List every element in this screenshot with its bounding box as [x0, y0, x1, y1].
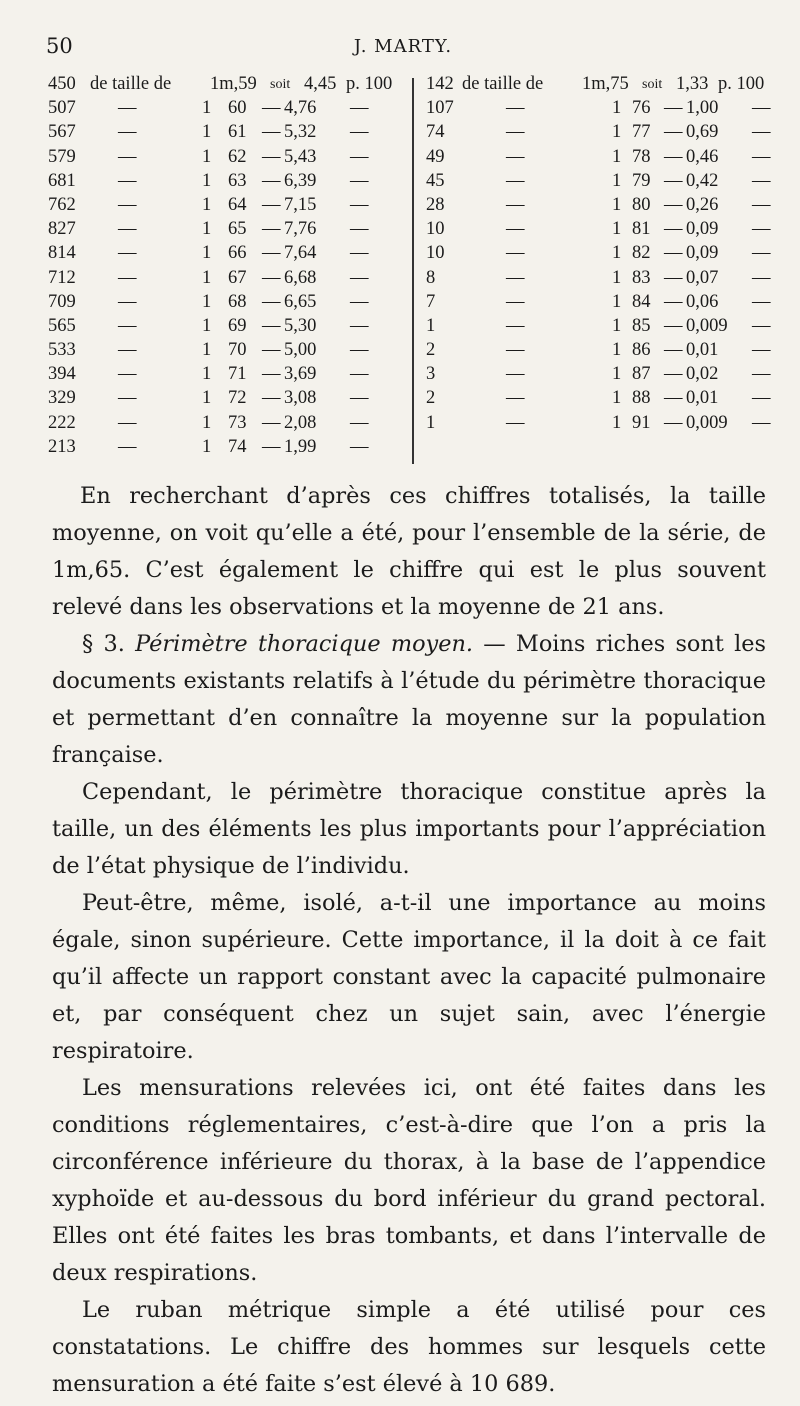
row-count: 7 — [426, 291, 436, 312]
row-percent: 1,99 — [284, 436, 317, 457]
row-count: 1 — [426, 315, 436, 336]
row-centimeters: 72 — [228, 388, 247, 409]
dash: — — [664, 364, 683, 385]
dash: — — [118, 340, 137, 361]
row-meters: 1 — [202, 364, 212, 385]
row-meters: 1 — [202, 146, 212, 167]
dash: — — [664, 243, 683, 264]
row-percent: 6,65 — [284, 291, 317, 312]
row-meters: 1 — [612, 122, 622, 143]
page-number: 50 — [46, 34, 73, 58]
row-count: 10 — [426, 219, 445, 240]
row-percent: 5,43 — [284, 146, 317, 167]
dash: — — [752, 364, 771, 385]
dash: — — [118, 388, 137, 409]
table-row — [48, 413, 410, 437]
row-percent: 5,00 — [284, 340, 317, 361]
row-percent: 7,64 — [284, 243, 317, 264]
row-centimeters: 83 — [632, 267, 651, 288]
row-percent: 0,09 — [686, 219, 719, 240]
dash: — — [752, 122, 771, 143]
column-divider — [412, 78, 414, 464]
table-row — [426, 291, 771, 316]
table-row — [48, 195, 410, 219]
dash: — — [118, 412, 137, 433]
dash: — — [506, 388, 525, 409]
row-meters: 1 — [612, 412, 622, 433]
row-count: 10 — [426, 243, 445, 264]
dash: — — [752, 243, 771, 264]
dash: — — [506, 122, 525, 143]
row-centimeters: 79 — [632, 170, 651, 191]
paragraph: En recherchant d’après ces chiffres totalisés, la taille moyenne, on voit qu’elle a été, pour l’ensemble de la série, de 1m,65. C’est également le chiffre qui est le plus souvent relevé dans les observations et la moyenne de 21 ans. — [52, 483, 766, 620]
header-label: de taille de — [462, 74, 544, 94]
row-meters: 1 — [612, 364, 622, 385]
row-percent: 5,32 — [284, 122, 317, 143]
table-row — [48, 316, 410, 340]
row-centimeters: 80 — [632, 194, 651, 215]
row-percent: 0,07 — [686, 267, 719, 288]
dash: — — [350, 315, 369, 336]
dash: — — [118, 436, 137, 457]
dash: — — [262, 219, 281, 240]
row-centimeters: 87 — [632, 364, 651, 385]
table-row — [48, 171, 410, 195]
row-percent: 0,06 — [686, 291, 719, 312]
row-percent: 0,01 — [686, 388, 719, 409]
dash: — — [664, 267, 683, 288]
row-percent: 0,26 — [686, 194, 719, 215]
paragraph: Les mensurations relevées ici, ont été faites dans les conditions réglementaires, c’est-à-dire que l’on a pris la circonférence inférieure du thorax, à la base de l’appendice xyphoïde et au-dessous du bord inférieur du grand pectoral. Elles ont été faites les bras tombants, et dans l’intervalle de deux respirations. — [52, 1075, 766, 1286]
row-percent: 0,42 — [686, 170, 719, 191]
table-row — [426, 388, 771, 412]
table-header-row — [426, 74, 768, 98]
row-percent: 0,009 — [686, 412, 728, 433]
table-row — [426, 122, 771, 146]
dash: — — [752, 194, 771, 215]
row-meters: 1 — [202, 315, 212, 336]
body-text — [52, 478, 766, 1403]
row-meters: 1 — [612, 194, 622, 215]
dash: — — [350, 170, 369, 191]
row-centimeters: 81 — [632, 219, 651, 240]
row-percent: 3,69 — [284, 364, 317, 385]
table-left-column — [48, 74, 410, 461]
table-row — [48, 292, 410, 316]
dash: — — [664, 146, 683, 167]
row-count: 565 — [48, 315, 76, 336]
dash: — — [262, 170, 281, 191]
dash: — — [262, 267, 281, 288]
row-meters: 1 — [202, 122, 212, 143]
table-row — [426, 340, 771, 364]
table-row — [426, 219, 771, 243]
row-centimeters: 88 — [632, 388, 651, 409]
dash: — — [506, 243, 525, 264]
header-soit: soit — [642, 77, 663, 92]
row-centimeters: 70 — [228, 340, 247, 361]
dash: — — [752, 267, 771, 288]
row-count: 394 — [48, 364, 76, 385]
row-percent: 4,76 — [284, 98, 317, 119]
row-meters: 1 — [202, 340, 212, 361]
section-text: — Moins riches sont les documents existants relatifs à l’étude du périmètre thoracique et permettant d’en connaître la moyenne sur la population française. — [52, 631, 766, 768]
table-row — [48, 268, 410, 292]
row-count: 507 — [48, 98, 76, 119]
row-count: 45 — [426, 170, 445, 191]
row-percent: 0,02 — [686, 364, 719, 385]
row-count: 107 — [426, 98, 454, 119]
dash: — — [506, 98, 525, 119]
row-centimeters: 67 — [228, 267, 247, 288]
dash: — — [350, 98, 369, 119]
row-centimeters: 69 — [228, 315, 247, 336]
header-unit: p. 100 — [718, 74, 765, 94]
dash: — — [118, 98, 137, 119]
table-row — [426, 315, 771, 340]
table-row — [48, 98, 410, 122]
row-count: 709 — [48, 291, 76, 312]
row-count: 74 — [426, 122, 445, 143]
header-height: 1m,59 — [210, 74, 257, 94]
paragraph: Cependant, le périmètre thoracique constitue après la taille, un des éléments les plus importants pour l’appréciation de l’état physique de l’individu. — [52, 779, 766, 879]
dash: — — [752, 315, 771, 336]
dash: — — [664, 315, 683, 336]
row-count: 762 — [48, 194, 76, 215]
row-percent: 6,39 — [284, 170, 317, 191]
row-centimeters: 63 — [228, 170, 247, 191]
dash: — — [262, 146, 281, 167]
dash: — — [262, 98, 281, 119]
dash: — — [262, 388, 281, 409]
table-row — [426, 194, 771, 219]
dash: — — [506, 340, 525, 361]
row-centimeters: 86 — [632, 340, 651, 361]
dash: — — [118, 194, 137, 215]
dash: — — [118, 243, 137, 264]
dash: — — [350, 388, 369, 409]
dash: — — [350, 122, 369, 143]
dash: — — [262, 364, 281, 385]
table-row — [48, 122, 410, 146]
row-percent: 3,08 — [284, 388, 317, 409]
height-distribution-table — [48, 74, 771, 466]
row-meters: 1 — [612, 146, 622, 167]
row-centimeters: 78 — [632, 146, 651, 167]
row-meters: 1 — [612, 267, 622, 288]
row-count: 681 — [48, 170, 76, 191]
table-row — [426, 146, 771, 171]
dash: — — [350, 412, 369, 433]
row-meters: 1 — [612, 170, 622, 191]
dash: — — [350, 194, 369, 215]
dash: — — [506, 170, 525, 191]
dash: — — [350, 436, 369, 457]
dash: — — [752, 170, 771, 191]
row-meters: 1 — [202, 267, 212, 288]
row-percent: 0,009 — [686, 315, 728, 336]
dash: — — [506, 146, 525, 167]
dash: — — [752, 291, 771, 312]
row-count: 213 — [48, 436, 76, 457]
row-meters: 1 — [612, 219, 622, 240]
row-centimeters: 82 — [632, 243, 651, 264]
dash: — — [262, 412, 281, 433]
row-count: 49 — [426, 146, 445, 167]
dash: — — [118, 170, 137, 191]
row-centimeters: 66 — [228, 243, 247, 264]
dash: — — [664, 98, 683, 119]
header-count: 142 — [426, 74, 454, 94]
dash: — — [506, 315, 525, 336]
dash: — — [118, 219, 137, 240]
row-centimeters: 77 — [632, 122, 651, 143]
dash: — — [664, 219, 683, 240]
paragraph: Peut-être, même, isolé, a-t-il une importance au moins égale, sinon supérieure. Cette importance, il la doit à ce fait qu’il affecte un rapport constant avec la capacité pulmonaire et, par conséquent chez un sujet sain, avec l’énergie respiratoire. — [52, 890, 766, 1064]
row-count: 222 — [48, 412, 76, 433]
table-row — [48, 147, 410, 171]
dash: — — [506, 194, 525, 215]
row-meters: 1 — [612, 98, 622, 119]
table-row — [48, 388, 410, 412]
row-meters: 1 — [612, 388, 622, 409]
dash: — — [118, 122, 137, 143]
table-row — [426, 243, 771, 267]
row-count: 827 — [48, 219, 76, 240]
section-title: Périmètre thoracique moyen. — [135, 631, 473, 657]
row-centimeters: 62 — [228, 146, 247, 167]
dash: — — [262, 122, 281, 143]
section-paragraph — [52, 626, 766, 774]
row-meters: 1 — [202, 436, 212, 457]
row-percent: 0,46 — [686, 146, 719, 167]
dash: — — [118, 315, 137, 336]
dash: — — [350, 340, 369, 361]
row-centimeters: 73 — [228, 412, 247, 433]
row-meters: 1 — [202, 243, 212, 264]
row-centimeters: 65 — [228, 219, 247, 240]
row-percent: 5,30 — [284, 315, 317, 336]
dash: — — [664, 194, 683, 215]
dash: — — [350, 146, 369, 167]
dash: — — [752, 146, 771, 167]
row-centimeters: 91 — [632, 412, 651, 433]
row-count: 2 — [426, 340, 436, 361]
row-meters: 1 — [612, 243, 622, 264]
running-title: J. MARTY. — [353, 36, 453, 57]
row-count: 3 — [426, 364, 436, 385]
row-count: 28 — [426, 194, 445, 215]
dash: — — [664, 412, 683, 433]
row-centimeters: 68 — [228, 291, 247, 312]
dash: — — [262, 243, 281, 264]
row-meters: 1 — [612, 315, 622, 336]
row-count: 8 — [426, 267, 436, 288]
row-centimeters: 76 — [632, 98, 651, 119]
table-header-row — [48, 74, 410, 98]
row-percent: 0,01 — [686, 340, 719, 361]
row-meters: 1 — [202, 194, 212, 215]
header-pct: 4,45 — [304, 74, 337, 94]
row-meters: 1 — [202, 170, 212, 191]
dash: — — [262, 194, 281, 215]
table-row — [426, 98, 771, 122]
header-height: 1m,75 — [582, 74, 629, 94]
row-meters: 1 — [202, 388, 212, 409]
header-soit: soit — [270, 77, 291, 92]
dash: — — [506, 267, 525, 288]
dash: — — [262, 315, 281, 336]
dash: — — [664, 388, 683, 409]
dash: — — [506, 412, 525, 433]
dash: — — [752, 340, 771, 361]
row-centimeters: 85 — [632, 315, 651, 336]
row-centimeters: 61 — [228, 122, 247, 143]
row-count: 814 — [48, 243, 76, 264]
dash: — — [350, 291, 369, 312]
row-meters: 1 — [612, 340, 622, 361]
dash: — — [752, 388, 771, 409]
dash: — — [262, 291, 281, 312]
table-right-rows — [426, 98, 771, 437]
dash: — — [506, 291, 525, 312]
row-meters: 1 — [202, 219, 212, 240]
dash: — — [506, 364, 525, 385]
row-meters: 1 — [612, 291, 622, 312]
table-left-rows — [48, 98, 410, 461]
header-count: 450 — [48, 74, 76, 94]
table-right-column — [426, 74, 771, 437]
table-row — [426, 170, 771, 195]
table-row — [48, 364, 410, 388]
table-row — [48, 243, 410, 267]
row-centimeters: 60 — [228, 98, 247, 119]
row-percent: 7,76 — [284, 219, 317, 240]
dash: — — [118, 267, 137, 288]
header-unit: p. 100 — [346, 74, 393, 94]
row-percent: 7,15 — [284, 194, 317, 215]
dash: — — [506, 219, 525, 240]
table-row — [48, 219, 410, 243]
row-count: 533 — [48, 340, 76, 361]
row-centimeters: 84 — [632, 291, 651, 312]
dash: — — [350, 364, 369, 385]
dash: — — [350, 267, 369, 288]
row-count: 567 — [48, 122, 76, 143]
section-number: § 3. — [82, 631, 136, 657]
dash: — — [664, 122, 683, 143]
dash: — — [262, 436, 281, 457]
dash: — — [118, 291, 137, 312]
table-row — [426, 364, 771, 388]
row-centimeters: 71 — [228, 364, 247, 385]
dash: — — [664, 170, 683, 191]
paragraph: Le ruban métrique simple a été utilisé pour ces constatations. Le chiffre des hommes sur lesquels cette mensuration a été faite s’est élevé à 10 689. — [52, 1297, 766, 1397]
row-meters: 1 — [202, 98, 212, 119]
table-row — [426, 412, 771, 437]
table-row — [48, 340, 410, 364]
row-percent: 2,08 — [284, 412, 317, 433]
dash: — — [752, 412, 771, 433]
row-percent: 6,68 — [284, 267, 317, 288]
header-label: de taille de — [90, 74, 172, 94]
row-percent: 1,00 — [686, 98, 719, 119]
row-count: 1 — [426, 412, 436, 433]
dash: — — [262, 340, 281, 361]
dash: — — [350, 243, 369, 264]
row-percent: 0,09 — [686, 243, 719, 264]
row-count: 2 — [426, 388, 436, 409]
table-row — [426, 267, 771, 292]
row-meters: 1 — [202, 412, 212, 433]
dash: — — [664, 340, 683, 361]
row-count: 329 — [48, 388, 76, 409]
row-count: 579 — [48, 146, 76, 167]
dash: — — [350, 219, 369, 240]
table-row — [48, 437, 410, 461]
page-header — [46, 34, 760, 64]
row-count: 712 — [48, 267, 76, 288]
row-centimeters: 74 — [228, 436, 247, 457]
row-percent: 0,69 — [686, 122, 719, 143]
row-centimeters: 64 — [228, 194, 247, 215]
row-meters: 1 — [202, 291, 212, 312]
dash: — — [752, 98, 771, 119]
dash: — — [752, 219, 771, 240]
header-pct: 1,33 — [676, 74, 709, 94]
dash: — — [664, 291, 683, 312]
dash: — — [118, 146, 137, 167]
dash: — — [118, 364, 137, 385]
